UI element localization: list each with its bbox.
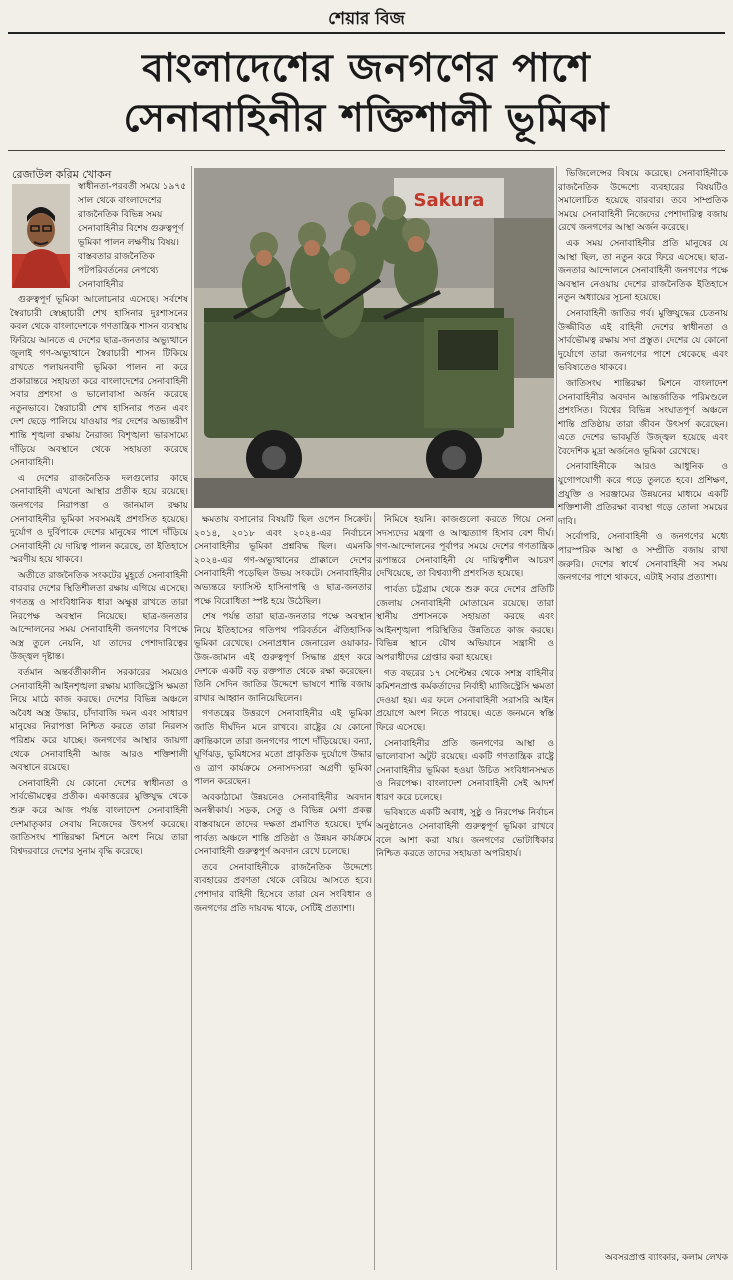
army-vehicle-photo (194, 168, 554, 508)
paragraph: গত বছরের ১৭ সেপ্টেম্বর থেকে সশস্ত্র বাহিনীর কমিশনপ্রাপ্ত কর্মকর্তাদের নির্বাহী ম্যাজিস্ট্রেসি ক্ষমতা দেওয়া হয়। এর ফলে সেনাবাহিনী সরাসরি আইন প্রয়োগে অংশ নিতে পারছে। এতে জনমনে স্বস্তি ফিরে এসেছে। (376, 668, 554, 733)
article-column-3 (376, 514, 554, 1272)
paragraph: তবে সেনাবাহিনীকে রাজনৈতিক উদ্দেশ্যে ব্যবহারের প্রবণতা থেকে বেরিয়ে আসতে হবে। পেশাদার বাহিনী হিসেবে তারা যেন সংবিধান ও জনগণের প্রতি দায়বদ্ধ থাকে, সেটিই প্রত্যাশা। (194, 862, 372, 914)
paragraph: ভিজিলেন্সের বিষয়ে করেছে। সেনাবাহিনীকে রাজনৈতিক উদ্দেশ্যে ব্যবহারের বিষয়টিও সমালোচিত হয়েছে বারবার। তবে সাম্প্রতিক সময়ে সেনাবাহিনী নিজেদের পেশাদারিত্ব বজায় রেখে জনগণের আস্থা অর্জন করেছে। (558, 169, 728, 234)
paragraph: এ দেশের রাজনৈতিক দলগুলোর কাছে সেনাবাহিনী এখনো আস্থার প্রতীক হয়ে রয়েছে। জনগণের নিরাপত্তা ও জানমাল রক্ষায় সেনাবাহিনীর ভূমিকা সবসময়ই প্রশংসিত হয়েছে। দুর্যোগ ও দুর্বিপাকে দেশের মানুষের পাশে দাঁড়িয়ে সেনাবাহিনী যে দায়িত্ব পালন করেছে, তা ইতিহাসে স্মরণীয় হয়ে থাকবে। (10, 473, 188, 566)
shop-sign-text: Sakura (413, 190, 485, 211)
paragraph: অবকাঠামো উন্নয়নেও সেনাবাহিনীর অবদান অনস্বীকার্য। সড়ক, সেতু ও বিভিন্ন মেগা প্রকল্প বাস্তবায়নে তাদের দক্ষতা প্রমাণিত হয়েছে। দুর্গম পার্বত্য অঞ্চলে শান্তি প্রতিষ্ঠা ও উন্নয়ন কার্যক্রমে সেনাবাহিনী গুরুত্বপূর্ণ অবদান রেখে চলেছে। (194, 792, 372, 858)
paragraph: জাতিসংঘ শান্তিরক্ষা মিশনে বাংলাদেশ সেনাবাহিনীর অবদান আন্তর্জাতিক পরিমণ্ডলে প্রশংসিত। বিশ্বের বিভিন্ন সংঘাতপূর্ণ অঞ্চলে শান্তি প্রতিষ্ঠায় তারা জীবন উৎসর্গ করেছেন। এতে দেশের ভাবমূর্তি উজ্জ্বল হয়েছে এবং বৈদেশিক মুদ্রা অর্জনেও ভূমিকা রেখেছে। (558, 378, 728, 457)
paragraph: বর্তমান অন্তর্বর্তীকালীন সরকারের সময়েও সেনাবাহিনী আইনশৃঙ্খলা রক্ষায় ম্যাজিস্ট্রেসি ক্ষমতা নিয়ে মাঠে কাজ করছে। দেশের বিভিন্ন অঞ্চলে অবৈধ অস্ত্র উদ্ধার, চাঁদাবাজি দমন এবং সাধারণ মানুষের নিরাপত্তা নিশ্চিত করতে তারা নিরলস পরিশ্রম করে যাচ্ছে। জনগণের আস্থার জায়গা থেকে সেনাবাহিনী আজ আরও শক্তিশালী অবস্থানে রয়েছে। (10, 668, 188, 774)
section-label: শেয়ার বিজ (328, 9, 405, 29)
paragraph: অতীতে রাজনৈতিক সংকটের মুহূর্তে সেনাবাহিনী বারবার দেশের স্থিতিশীলতা রক্ষায় এগিয়ে এসেছে। গণতন্ত্র ও সাংবিধানিক ধারা অক্ষুণ্ণ রাখতে তারা নিরপেক্ষ অবস্থান নিয়েছে। ছাত্র-জনতার আন্দোলনের সময় সেনাবাহিনী জনগণের বিপক্ষে অস্ত্র তুলে নেয়নি, যা তাদের পেশাদারিত্বের উজ্জ্বল দৃষ্টান্ত। (10, 570, 188, 663)
paragraph: গুরুত্বপূর্ণ ভূমিকা আলোচনার এসেছে। সর্বশেষ স্বৈরাচারী স্বেচ্ছাচারী শেখ হাসিনার দুঃশাসনের কবল থেকে বাংলাদেশকে গণতান্ত্রিক শাসন ব্যবস্থায় ফিরিয়ে আনতে এ দেশের ছাত্র-জনতার অভ্যুত্থানে জুলাই গণ-অভ্যুত্থানে স্বৈরাচারী শাসন টিকিয়ে রাখতে পলায়নবাদী ভূমিকা পালন না করে প্রকারান্তরে সহায়তা করে বাংলাদেশের সেনাবাহিনী সবার প্রশংসা ও ভালোবাসা অর্জন করেছে নতুনভাবে। স্বৈরাচারী শেখ হাসিনার পতন এবং দেশ ছেড়ে পালিয়ে যাওয়ার পর দেশের অভ্যন্তরীণ শান্তি শৃঙ্খলা রক্ষায় নৈরাজ্য বিশৃঙ্খলা ভারসাম্যে দাঁড়িয়ে অবস্থানে থেকে সহায়তা করেছে সেনাবাহিনী। (10, 295, 188, 469)
article-column-1 (10, 294, 188, 1270)
column-divider (556, 166, 557, 1270)
paragraph: ভবিষ্যতে একটি অবাধ, সুষ্ঠু ও নিরপেক্ষ নির্বাচন অনুষ্ঠানেও সেনাবাহিনী গুরুত্বপূর্ণ ভূমিকা রাখবে বলে আশা করা যায়। জনগণের ভোটাধিকার নিশ্চিত করতে তাদের সহায়তা অপরিহার্য। (376, 808, 554, 860)
paragraph: পার্বত্য চট্টগ্রাম থেকে শুরু করে দেশের প্রতিটি জেলায় সেনাবাহিনী মোতায়েন রয়েছে। তারা স্থানীয় প্রশাসনকে সহায়তা করছে এবং আইনশৃঙ্খলা পরিস্থিতির উন্নতিতে কাজ করছে। বিভিন্ন স্থানে যৌথ অভিযানে সন্ত্রাসী ও অপরাধীদের গ্রেপ্তার করা হয়েছে। (376, 584, 554, 663)
headline-line-1: বাংলাদেশের জনগণের পাশে (142, 46, 591, 91)
paragraph: সেনাবাহিনীর প্রতি জনগণের আস্থা ও ভালোবাসা অটুট রয়েছে। একটি গণতান্ত্রিক রাষ্ট্রে সেনাবাহিনীর ভূমিকা হওয়া উচিত সংবিধানসম্মত ও নিরপেক্ষ। বাংলাদেশ সেনাবাহিনী সেই আদর্শ ধারণ করে চলেছে। (376, 738, 554, 803)
article-column-4 (558, 168, 728, 1240)
column-divider (374, 512, 375, 1270)
bio-text: স্বাধীনতা-পরবর্তী সময়ে ১৯৭৫ সাল থেকে বাংলাদেশের রাজনৈতিক বিভিন্ন সময় সেনাবাহিনীর বিশেষ গুরুত্বপূর্ণ ভূমিকা পালন লক্ষণীয় বিষয়। বাস্তবতার রাজনৈতিক পটপরিবর্তনের নেপথ্যে সেনাবাহিনীর (78, 182, 187, 290)
column-divider (191, 166, 192, 1270)
paragraph: সেনাবাহিনীকে আরও আধুনিক ও যুগোপযোগী করে গড়ে তুলতে হবে। প্রশিক্ষণ, প্রযুক্তি ও সরঞ্জামের উন্নয়নের মাধ্যমে একটি শক্তিশালী প্রতিরক্ষা ব্যবস্থা গড়ে তোলা সময়ের দাবি। (558, 462, 728, 527)
paragraph: নিমিষে হয়নি। কাজগুলো করতে গিয়ে সেনা সদস্যদের মন্ত্রণা ও আত্মত্যাগ হিসাব বেশ দীর্ঘ। গণ-আন্দোলনের পূর্বাপর সময়ে দেশের গণতান্ত্রিক রূপান্তরে সেনাবাহিনী যে দায়িত্বশীল আচরণ দেখিয়েছে, তা বিশ্বব্যাপী প্রশংসিত হয়েছে। (376, 515, 554, 580)
paragraph: সেনাবাহিনী যে কোনো দেশের স্বাধীনতা ও সার্বভৌমত্বের প্রতীক। একাত্তরের মুক্তিযুদ্ধ থেকে শুরু করে আজ পর্যন্ত বাংলাদেশ সেনাবাহিনী দেশমাতৃকার সেবায় নিজেদের উৎসর্গ করেছে। জাতিসংঘ শান্তিরক্ষা মিশনে অংশ নিয়ে তারা বিশ্বদরবারে দেশের সুনাম বৃদ্ধি করেছে। (10, 778, 188, 857)
paragraph: গণতন্ত্রের উত্তরণে সেনাবাহিনীর এই ভূমিকা জাতি দীর্ঘদিন মনে রাখবে। রাষ্ট্রের যে কোনো ক্রান্তিকালে তারা জনগণের পাশে দাঁড়িয়েছে। বন্যা, ঘূর্ণিঝড়, ভূমিধসের মতো প্রাকৃতিক দুর্যোগে উদ্ধার ও ত্রাণ কার্যক্রমে সেনাসদস্যরা অগ্রণী ভূমিকা পালন করেছেন। (194, 709, 372, 788)
paragraph: সেনাবাহিনী জাতির গর্ব। মুক্তিযুদ্ধের চেতনায় উজ্জীবিত এই বাহিনী দেশের স্বাধীনতা ও সার্বভৌমত্ব রক্ষায় সদা প্রস্তুত। দেশের যে কোনো দুর্যোগে তারা জনগণের পাশে থেকেছে এবং ভবিষ্যতেও থাকবে। (558, 308, 728, 374)
paragraph: সর্বোপরি, সেনাবাহিনী ও জনগণের মধ্যে পারস্পরিক আস্থা ও সম্প্রীতি বজায় রাখা জরুরি। দেশের স্বার্থে সেনাবাহিনী সব সময় জনগণের পাশে থাকবে, এটাই সবার প্রত্যাশা। (558, 532, 728, 584)
paragraph: এক সময় সেনাবাহিনীর প্রতি মানুষের যে আস্থা ছিল, তা নতুন করে ফিরে এসেছে। ছাত্র-জনতার আন্দোলনে সেনাবাহিনী জনগণের পক্ষে অবস্থান নেওয়ায় দেশের রাজনৈতিক ইতিহাসে নতুন অধ্যায়ের সূচনা হয়েছে। (558, 238, 728, 304)
author-credit: অবসরপ্রাপ্ত ব্যাংকার, কলাম লেখক (604, 1253, 728, 1263)
article-column-2 (194, 514, 372, 1272)
author-photo (12, 184, 70, 288)
headline-rule (8, 150, 725, 151)
headline-line-2: সেনাবাহিনীর শক্তিশালী ভূমিকা (123, 96, 610, 141)
byline: রেজাউল করিম খোকন (12, 168, 112, 181)
top-rule (8, 32, 725, 34)
paragraph: ক্ষমতায় বসানোর বিষয়টি ছিল ওপেন সিক্রেট। ২০১৪, ২০১৮ এবং ২০২৪-এর নির্বাচনে সেনাবাহিনীর ভূমিকা প্রশ্নবিদ্ধ ছিল। এমনকি ২০২৪-এর গণ-অভ্যুত্থানের প্রাক্কালে দেশের সেনাবাহিনী পড়েছিল উভয় সংকটে। সেনাবাহিনীর অভ্যন্তরে ফ্যাসিস্ট হাসিনাপন্থি ও ছাত্র-জনতার পক্ষে বিরোধিতা স্পষ্ট হয়ে উঠেছিল। (194, 515, 372, 607)
author-bio (78, 180, 188, 292)
paragraph: শেষ পর্যন্ত তারা ছাত্র-জনতার পক্ষে অবস্থান নিয়ে ইতিহাসের গতিপথ পরিবর্তনে ঐতিহাসিক ভূমিকা রেখেছে। সেনাপ্রধান জেনারেল ওয়াকার-উজ-জামান এই গুরুত্বপূর্ণ সিদ্ধান্ত গ্রহণ করে দেশকে একটি বড় রক্তপাত থেকে রক্ষা করেছেন। তিনি সেদিন জাতির উদ্দেশে ভাষণে শান্তি বজায় রাখার আহ্বান জানিয়েছিলেন। (194, 612, 372, 704)
